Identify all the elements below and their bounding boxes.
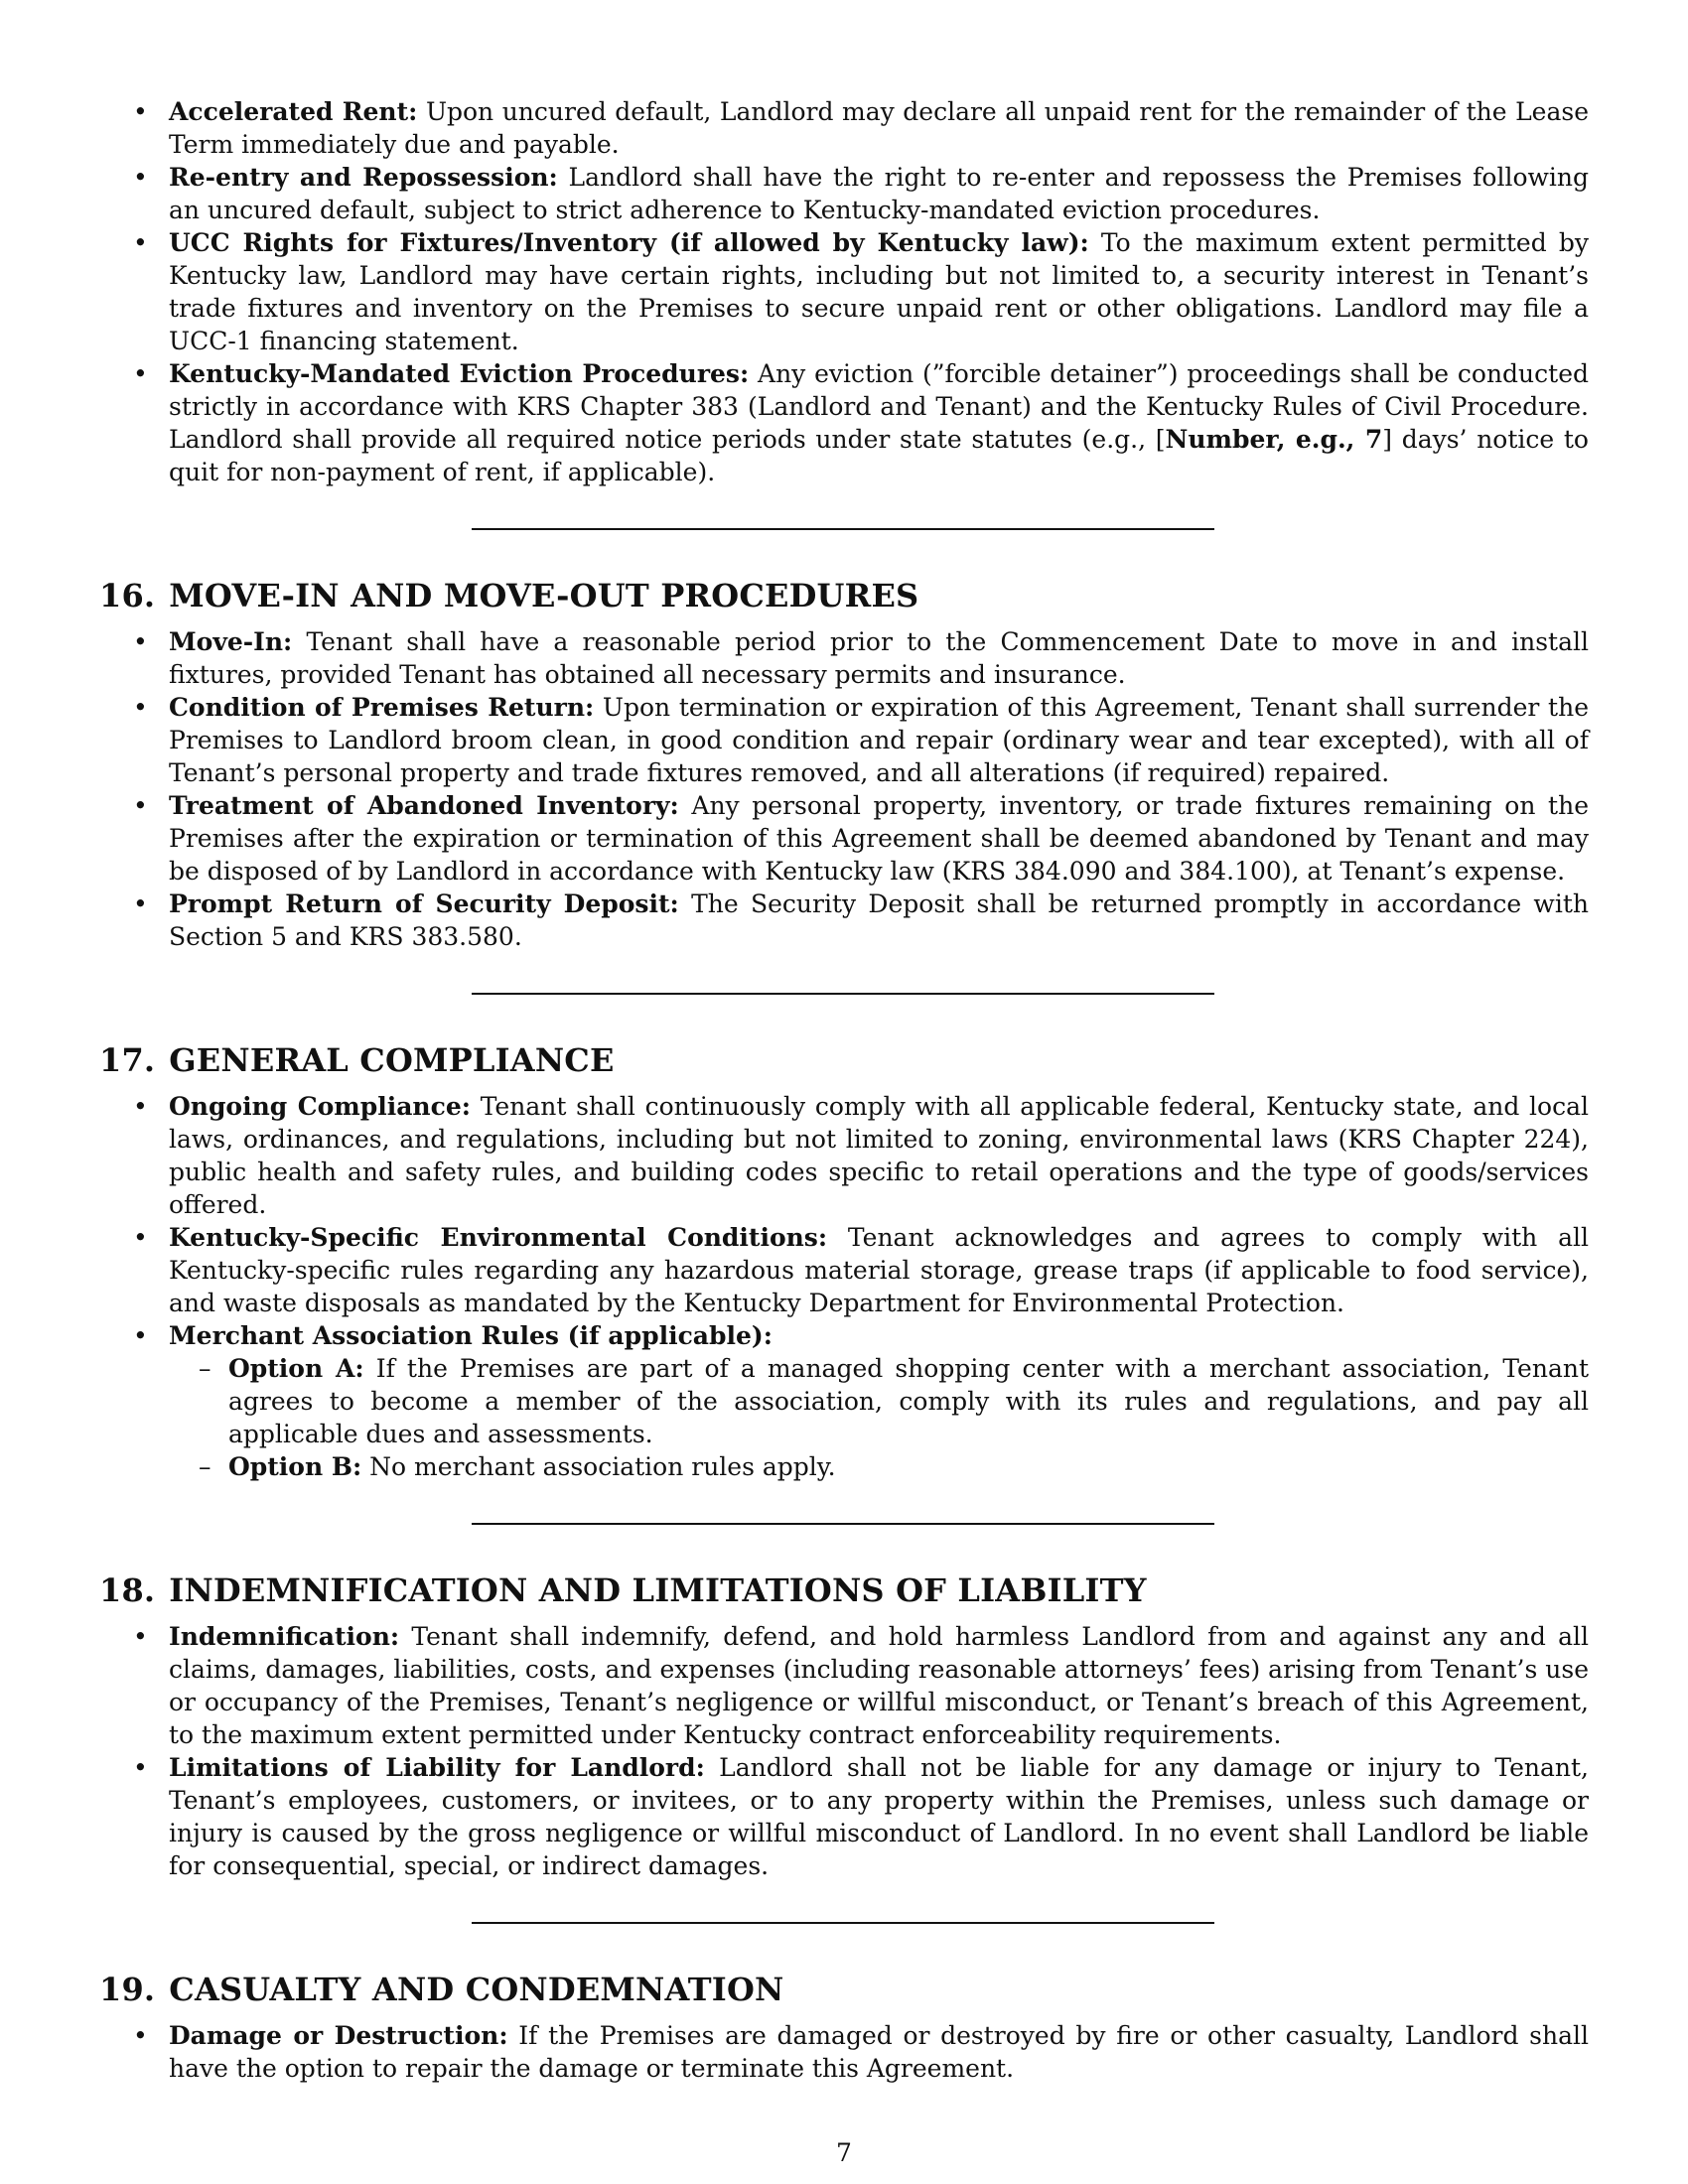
item-text: Any eviction (”forcible detainer”) proceedings shall be conducted strictly in accordance with KRS Chapter 383 (Landlord and Tenant) and the Kentucky Rules of Civil Procedure. Landlord shall provide all required notice periods under state statutes (e.g., [ [169,359,1589,454]
item-term: Move-In: [169,627,293,656]
item-text: Tenant shall have a reasonable period prior to the Commencement Date to move in and install fixtures, provided Tenant has obtained all necessary permits and insurance. [169,627,1589,689]
item-term: Indemnification: [169,1622,400,1651]
section-title: CASUALTY AND CONDEMNATION [169,1971,784,2008]
list-item [99,357,1589,488]
item-text: Landlord shall have the right to re-enter and repossess the Premises following an uncured default, subject to strict adherence to Kentucky-mandated eviction procedures. [169,163,1589,224]
section-heading [99,1040,1589,1080]
section-number: 17. [99,1041,156,1079]
list-item [99,691,1589,789]
list-item [99,1620,1589,1751]
item-text: Landlord shall not be liable for any damage or injury to Tenant, Tenant’s employees, customers, or invitees, or to any property within the Premises, unless such damage or injury is caused by the gross negligence or willful misconduct of Landlord. In no event shall Landlord be liable for consequential, special, or indirect damages. [169,1753,1589,1880]
list-item [99,789,1589,887]
item-term: Ongoing Compliance: [169,1092,471,1121]
item-term: UCC Rights for Fixtures/Inventory (if allowed by Kentucky law): [169,228,1089,257]
item-text: Upon uncured default, Landlord may declare all unpaid rent for the remainder of the Lease Term immediately due and payable. [169,97,1590,159]
section-number: 18. [99,1571,156,1609]
item-term: Option B: [228,1452,362,1481]
remedies-list [99,95,1589,488]
sub-list-item [169,1450,1589,1483]
item-term: Option A: [228,1354,364,1383]
item-term: Kentucky-Mandated Eviction Procedures: [169,359,750,388]
section-number: 16. [99,577,156,614]
section-list [99,625,1589,953]
item-text: Tenant shall continuously comply with all applicable federal, Kentucky state, and local laws, ordinances, and regulations, including but not limited to zoning, environmental laws (KRS Chapter 224), public health and safety rules, and building codes specific to retail operations and the type of goods/services offered. [169,1092,1589,1219]
item-term: Damage or Destruction: [169,2021,508,2050]
item-text: Any personal property, inventory, or trade fixtures remaining on the Premises after the expiration or termination of this Agreement shall be deemed abandoned by Tenant and may be disposed of by Landlord in accordance with Kentucky law (KRS 384.090 and 384.100), at Tenant’s expense. [169,791,1589,886]
item-text: Tenant shall indemnify, defend, and hold harmless Landlord from and against any and all claims, damages, liabilities, costs, and expenses (including reasonable attorneys’ fees) arising from Tenant’s use or occupancy of the Premises, Tenant’s negligence or willful misconduct, or Tenant’s breach of this Agreement, to the maximum extent permitted under Kentucky contract enforceability requirements. [169,1622,1590,1749]
page-number: 7 [836,2138,852,2167]
item-text: If the Premises are damaged or destroyed by fire or other casualty, Landlord shall have the option to repair the damage or terminate this Agreement. [169,2021,1589,2083]
item-term: Treatment of Abandoned Inventory: [169,791,679,820]
section-title: MOVE-IN AND MOVE-OUT PROCEDURES [169,577,919,614]
section-list [99,1090,1589,1483]
list-item [99,226,1589,357]
section-divider [472,993,1214,995]
item-term: Re-entry and Repossession: [169,163,558,192]
sub-list-item [169,1352,1589,1450]
item-text: Tenant acknowledges and agrees to comply with all Kentucky-specific rules regarding any hazardous material storage, grease traps (if applicable to food service), and waste disposals as mandated by the Kentucky Department for Environmental Protection. [169,1223,1589,1317]
list-item [99,1751,1589,1882]
item-term: Limitations of Liability for Landlord: [169,1753,705,1782]
section-title: INDEMNIFICATION AND LIMITATIONS OF LIABILITY [169,1571,1147,1609]
item-text: To the maximum extent permitted by Kentucky law, Landlord may have certain rights, including but not limited to, a security interest in Tenant’s trade fixtures and inventory on the Premises to secure unpaid rent or other obligations. Landlord may file a UCC-1 financing statement. [169,228,1589,355]
list-item [99,161,1589,226]
list-item [99,1221,1589,1319]
list-item [99,95,1589,161]
item-term: Kentucky-Specific Environmental Conditions: [169,1223,828,1252]
section-divider [472,528,1214,530]
section-list [99,1620,1589,1882]
item-term: Accelerated Rent: [169,97,418,126]
section-divider [472,1922,1214,1924]
item-text: If the Premises are part of a managed shopping center with a merchant association, Tenant agrees to become a member of the association, comply with its rules and regulations, and pay all applicable dues and assessments. [228,1354,1590,1448]
item-text: No merchant association rules apply. [369,1452,836,1481]
sub-list [169,1352,1589,1483]
placeholder-field: Number, e.g., 7 [1165,425,1383,454]
list-item [99,2019,1589,2085]
section-title: GENERAL COMPLIANCE [169,1041,615,1079]
section-heading [99,1570,1589,1610]
section-list [99,2019,1589,2085]
list-item [99,1090,1589,1221]
item-text: ] days’ notice to quit for non-payment of rent, if applicable). [169,425,1589,486]
item-text: Upon termination or expiration of this Agreement, Tenant shall surrender the Premises to Landlord broom clean, in good condition and repair (ordinary wear and tear excepted), with all of Tenant’s personal property and trade fixtures removed, and all alterations (if required) repaired. [169,693,1589,787]
document-page [99,95,1589,2085]
list-item [99,887,1589,953]
section-number: 19. [99,1971,156,2008]
section-divider [472,1523,1214,1525]
section-heading [99,576,1589,615]
item-term: Prompt Return of Security Deposit: [169,889,679,918]
item-text: The Security Deposit shall be returned promptly in accordance with Section 5 and KRS 383.580. [169,889,1589,951]
item-term: Merchant Association Rules (if applicable): [169,1321,773,1350]
item-term: Condition of Premises Return: [169,693,595,722]
list-item [99,1319,1589,1483]
section-heading [99,1970,1589,2009]
list-item [99,625,1589,691]
